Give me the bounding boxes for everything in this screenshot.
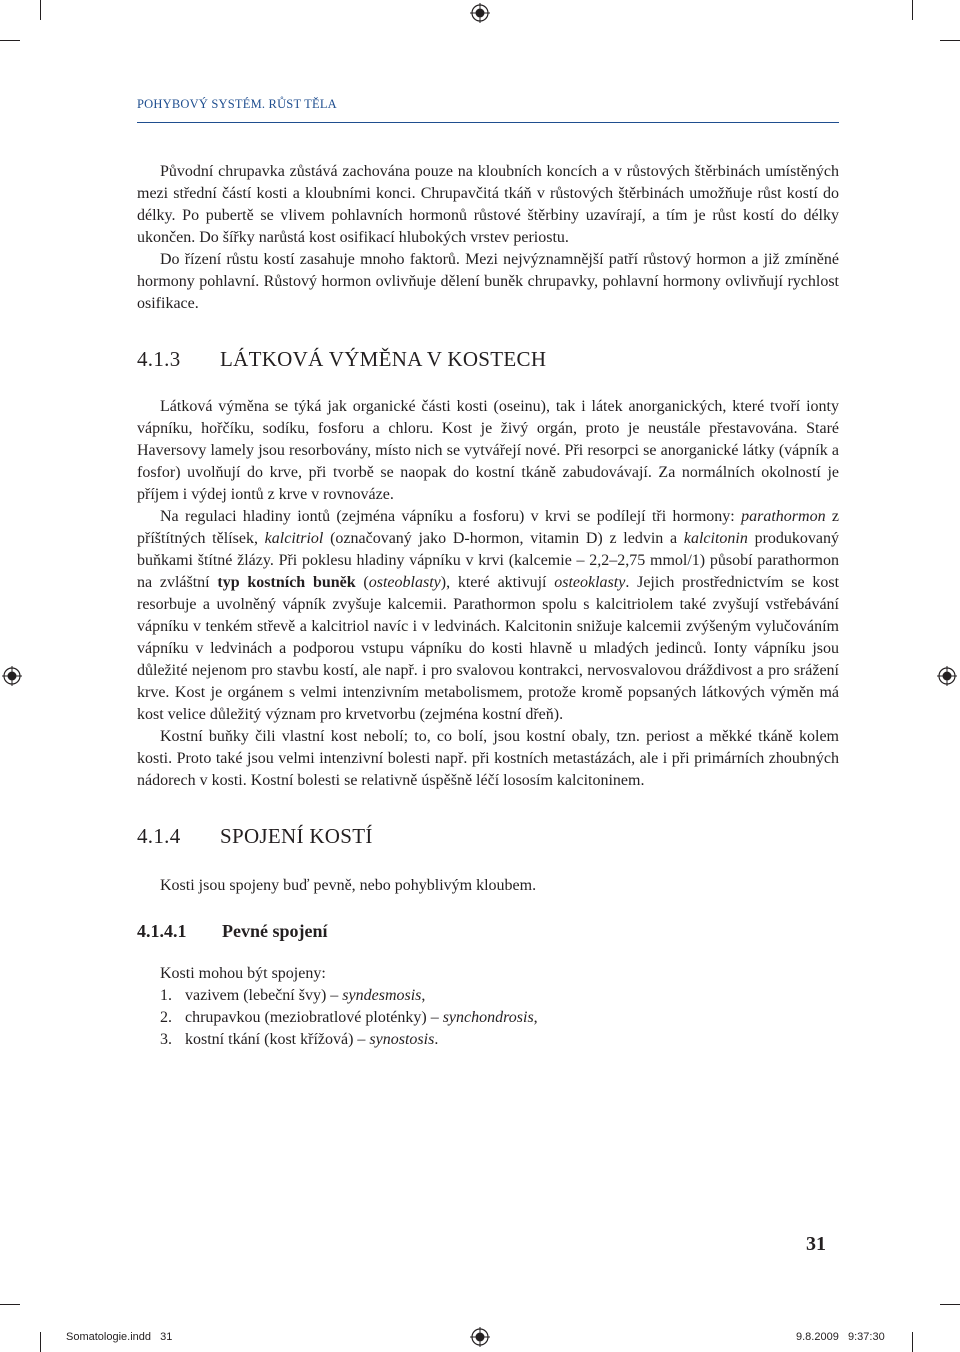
registration-mark-icon	[470, 3, 490, 23]
section-heading	[137, 346, 839, 372]
registration-mark-icon	[2, 666, 22, 686]
section-heading	[137, 823, 839, 849]
paragraph: Látková výměna se týká jak organické části kosti (oseinu), tak i látek anorganických, které tvoří ionty vápníku, hořčíku, sodíku, fosforu a chloru. Kost je živý orgán, proto je neustále přestavována. Staré Haversovy lamely jsou resorbovány, místo nich se vytvářejí nové. Při resorpci se anorganické látky (vápník a fosfor) uvolňují do krve, při tvorbě se naopak do kostní tkáně zabudovávají. Za normálních okolností je příjem i výdej iontů z krve v rovnováze.	[137, 398, 839, 503]
paragraph: Na regulaci hladiny iontů (zejména vápníku a fosforu) v krvi se podílejí tři hormony: parathormon z příštítných tělísek, kalcitriol (označovaný jako D-hormon, vitamin D) z ledvin a kalcitonin produkovaný buňkami štítné žlázy. Při poklesu hladiny vápníku v krvi (kalcemie – 2,2–2,75 mmol/1) působí parathormon na zvláštní typ kostních buněk (osteoblasty), které aktivují osteoklasty. Jejich prostřednictvím se kost resorbuje a uvolněný vápník zvyšuje kalcemii. Parathormon spolu s kalcitriolem také zvyšují vstřebávání vápníku v tenkém střevě a kalcitriol navíc i v ledvinách. Kalcitonin snižuje kalcemii zvýšeným vylučováním vápníku v ledvinách a podporou vstupu vápníku do kosti hlavně u mladých jedinců. Ionty vápníku jsou důležité nejenom pro stavbu kostí, ale např. i pro svalovou kontrakci, nervosvalovou dráždivost a pro srážení krve. Kost je orgánem s velmi intenzivním metabolismem, protože kromě popsaných látkových výměn má kost velice důležitý význam pro krvetvorbu (zejména kostní dřeň).	[137, 508, 840, 723]
term: osteoblasty	[368, 574, 441, 591]
crop-mark	[940, 1304, 960, 1305]
crop-mark	[40, 1332, 41, 1352]
list-item: 1. vazivem (lebeční švy) – syndesmosis,	[160, 987, 426, 1004]
slug-file: Somatologie.indd 31	[66, 1331, 173, 1343]
crop-mark	[0, 1304, 20, 1305]
page-body	[137, 161, 839, 1051]
section-number: 4.1.4	[137, 824, 181, 848]
section-title: LÁTKOVÁ VÝMĚNA V KOSTECH	[220, 347, 547, 371]
section-number: 4.1.3	[137, 347, 181, 371]
running-head: POHYBOVÝ SYSTÉM. RŮST TĚLA	[137, 97, 337, 111]
subsection-heading	[137, 919, 839, 943]
numbered-list	[137, 985, 839, 1051]
paragraph: Kosti jsou spojeny buď pevně, nebo pohyblivým kloubem.	[160, 877, 537, 894]
term: kalcitriol	[264, 530, 324, 547]
crop-mark	[0, 40, 20, 41]
list-intro: Kosti mohou být spojeny:	[160, 965, 326, 982]
subsection-number: 4.1.4.1	[137, 921, 187, 941]
registration-mark-icon	[470, 1327, 490, 1347]
paragraph: Původní chrupavka zůstává zachována pouze na kloubních koncích a v růstových štěrbinách umístěných mezi střední částí kosti a kloubními konci. Chrupavčitá tkáň v růstových štěrbinách umožňuje růst kostí do délky. Po pubertě se vlivem pohlavních hormonů růstové štěrbiny uzavírají, a tím je růst kostí do délky ukončen. Do šířky narůstá kost osifikací hlubokých vrstev periostu.	[137, 163, 839, 246]
subsection-title: Pevné spojení	[222, 921, 328, 941]
list-item: 3. kostní tkání (kost křížová) – synostosis.	[160, 1031, 439, 1048]
registration-mark-icon	[937, 666, 957, 686]
crop-mark	[912, 1332, 913, 1352]
section-title: SPOJENÍ KOSTÍ	[220, 824, 373, 848]
paragraph: Do řízení růstu kostí zasahuje mnoho faktorů. Mezi nejvýznamnější patří růstový hormon a již zmíněné hormony pohlavní. Růstový hormon ovlivňuje dělení buněk chrupavky, pohlavní hormony ovlivňují rychlost osifikace.	[137, 251, 839, 312]
crop-mark	[940, 40, 960, 41]
list-item: 2. chrupavkou (meziobratlové ploténky) – synchondrosis,	[160, 1009, 538, 1026]
paragraph: Kostní buňky čili vlastní kost nebolí; to, co bolí, jsou kostní obaly, tzn. periost a měkké tkáně kolem kosti. Proto také jsou velmi intenzivní bolesti např. při kostních metastázách, ale i při primárních zhoubných nádorech v kosti. Kostní bolesti se relativně úspěšně léčí lososím kalcitoninem.	[137, 728, 839, 789]
header-rule	[137, 122, 839, 123]
bold-term: typ kostních buněk	[217, 574, 356, 591]
term: osteoklasty	[554, 574, 626, 591]
term: parathormon	[741, 508, 826, 525]
crop-mark	[912, 0, 913, 20]
term: kalcitonin	[683, 530, 748, 547]
slug-date: 9.8.2009 9:37:30	[796, 1331, 885, 1343]
crop-mark	[40, 0, 41, 20]
page-number: 31	[806, 1233, 826, 1255]
